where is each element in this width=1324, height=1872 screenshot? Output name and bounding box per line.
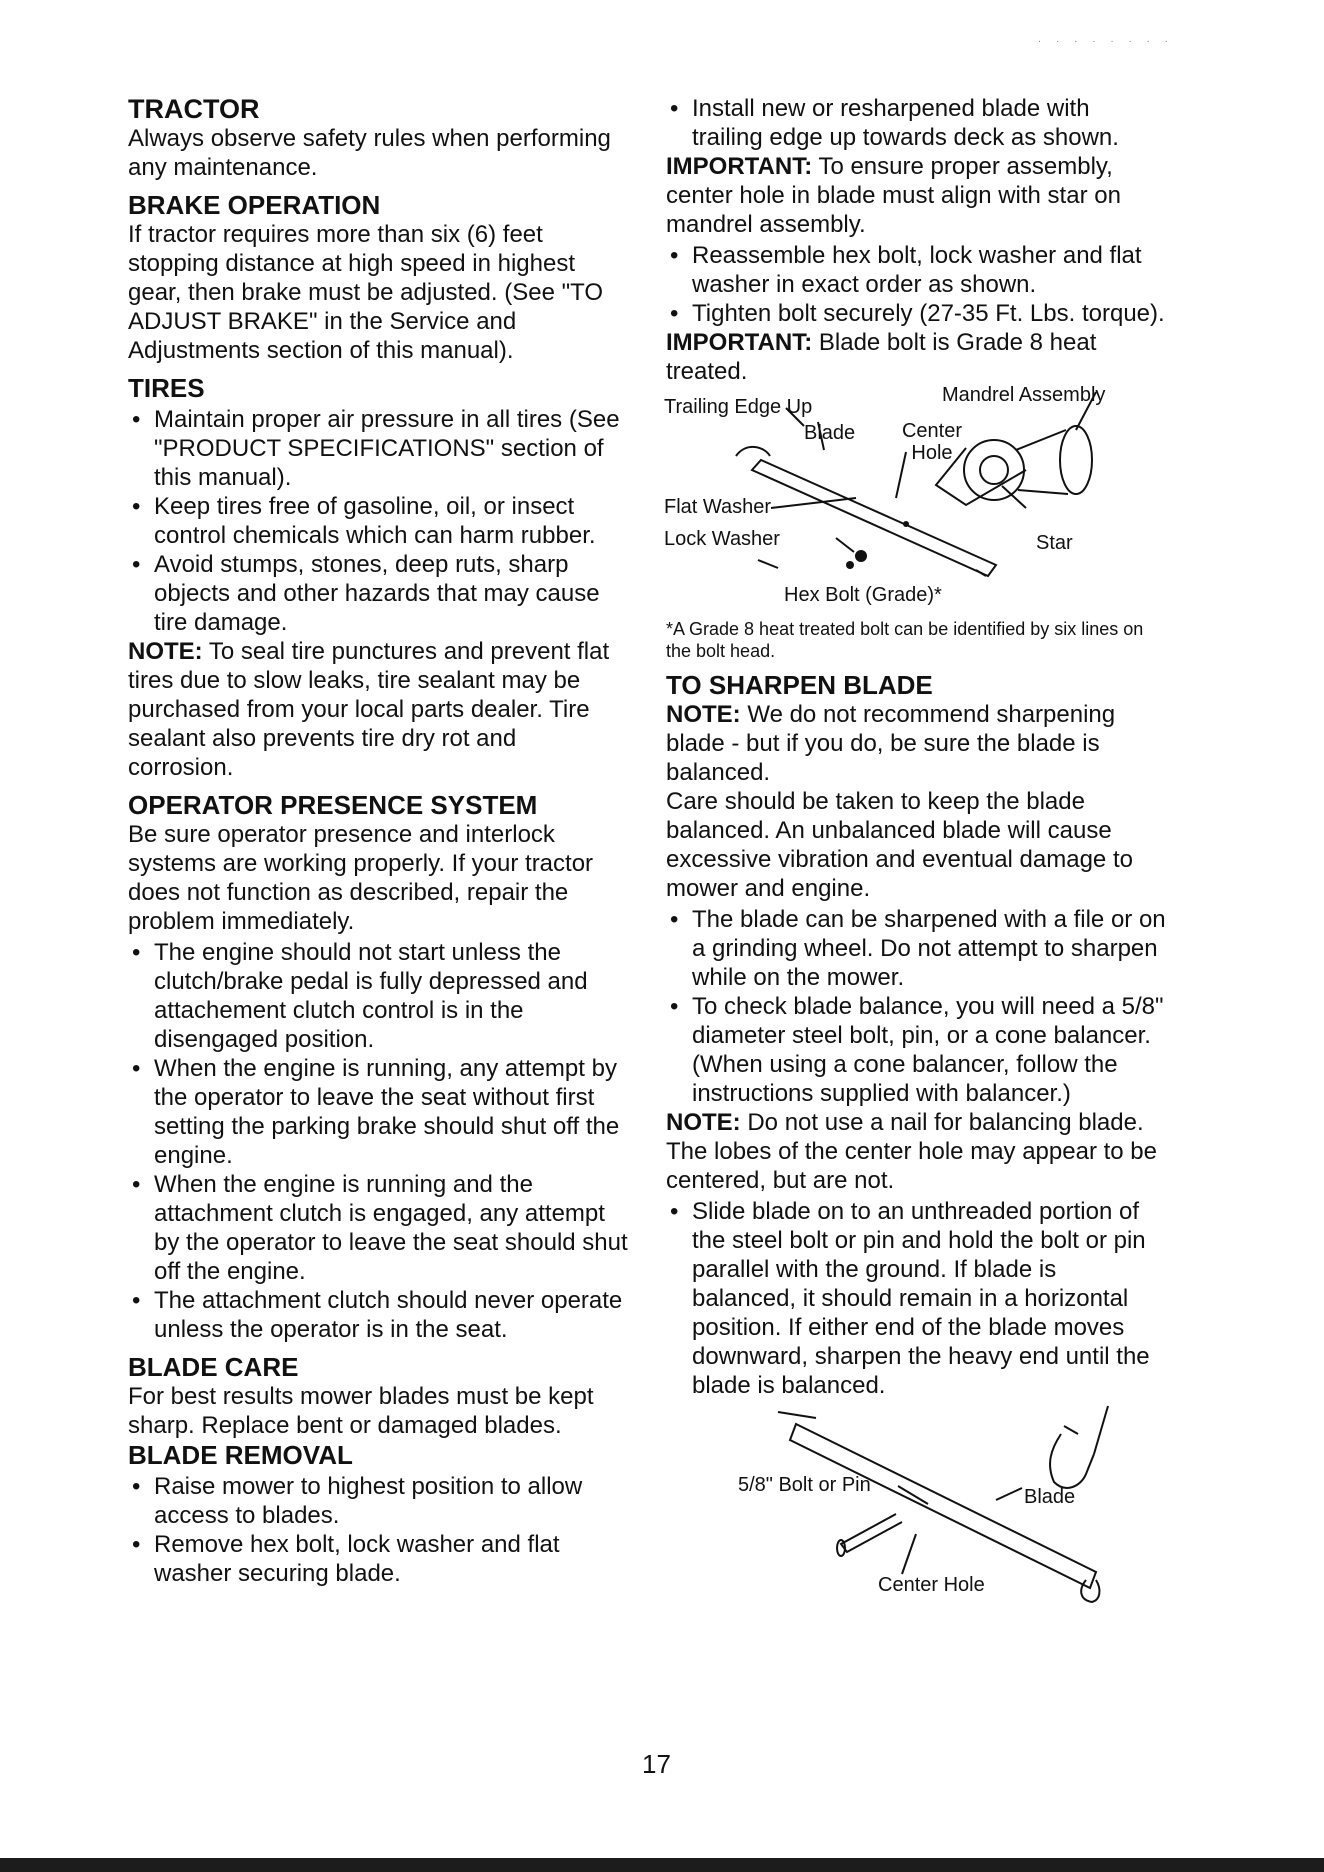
blade-balance-figure bbox=[666, 1404, 1166, 1618]
star-label: Star bbox=[1036, 532, 1073, 554]
list-item: • Keep tires free of gasoline, oil, or insect control chemicals which can harm rubber. bbox=[128, 492, 628, 550]
important-note-2 bbox=[666, 328, 1166, 386]
left-column bbox=[128, 94, 628, 1588]
important-label: IMPORTANT: bbox=[666, 153, 813, 180]
hex-bolt-label: Hex Bolt (Grade)* bbox=[784, 584, 942, 606]
operator-presence-list bbox=[128, 938, 628, 1344]
sharpen-list bbox=[666, 905, 1166, 1108]
list-item: • Tighten bolt securely (27-35 Ft. Lbs. torque). bbox=[666, 299, 1166, 328]
list-item: • When the engine is running and the attachment clutch is engaged, any attempt by the operator to leave the seat should shut off the engine. bbox=[128, 1170, 628, 1286]
blade-removal-list bbox=[128, 1472, 628, 1588]
scan-specks: · · · · · · · · bbox=[1037, 36, 1174, 47]
right-column bbox=[666, 94, 1166, 1618]
center-hole-label: Center Hole bbox=[901, 420, 963, 464]
balance-blade-label: Blade bbox=[1024, 1486, 1076, 1508]
list-item: • The blade can be sharpened with a file or on a grinding wheel. Do not attempt to sharpen while on the mower. bbox=[666, 905, 1166, 992]
lock-washer-label: Lock Washer bbox=[664, 528, 780, 550]
sharpen-heading: TO SHARPEN BLADE bbox=[666, 670, 933, 700]
page-number: 17 bbox=[642, 1749, 671, 1779]
mandrel-assembly-label: Mandrel Assembly bbox=[942, 384, 1106, 406]
nail-note bbox=[666, 1108, 1166, 1195]
trailing-edge-label: Trailing Edge Up bbox=[664, 396, 813, 418]
note-text: To seal tire punctures and prevent flat tires due to slow leaks, tire sealant may be purchased from your local parts dealer. Tire sealant also prevents tire dry rot and corrosion. bbox=[128, 638, 610, 781]
important-text: To ensure proper assembly, center hole in blade must align with star on mandrel assembly. bbox=[666, 153, 1121, 238]
tires-note bbox=[128, 637, 628, 782]
flat-washer-label: Flat Washer bbox=[664, 496, 772, 518]
sharpen-note bbox=[666, 700, 1166, 787]
note-text: Do not use a nail for balancing blade. The lobes of the center hole may appear to be centered, but are not. bbox=[666, 1109, 1157, 1194]
bolt-or-pin-label: 5/8" Bolt or Pin bbox=[738, 1474, 871, 1496]
list-item: • The engine should not start unless the clutch/brake pedal is fully depressed and attachement clutch control is in the disengaged position. bbox=[128, 938, 628, 1054]
note-label: NOTE: bbox=[666, 701, 741, 728]
list-item: • Remove hex bolt, lock washer and flat washer securing blade. bbox=[128, 1530, 628, 1588]
list-item: • Slide blade on to an unthreaded portion of the steel bolt or pin and hold the bolt or pin parallel with the ground. If blade is balanced, it should remain in a horizontal position. If either end of the blade moves downward, sharpen the heavy end until the blade is balanced. bbox=[666, 1197, 1166, 1400]
operator-presence-heading: OPERATOR PRESENCE SYSTEM bbox=[128, 790, 538, 820]
note-text: We do not recommend sharpening blade - but if you do, be sure the blade is balanced. bbox=[666, 701, 1116, 786]
brake-heading: BRAKE OPERATION bbox=[128, 190, 381, 220]
reassemble-list bbox=[666, 241, 1166, 328]
list-item: • When the engine is running, any attempt by the operator to leave the seat without first setting the parking brake should shut off the engine. bbox=[128, 1054, 628, 1170]
tractor-text: Always observe safety rules when performing any maintenance. bbox=[128, 125, 611, 181]
note-label: NOTE: bbox=[128, 638, 203, 665]
blade-removal-heading: BLADE REMOVAL bbox=[128, 1440, 353, 1470]
list-item: • Raise mower to highest position to allow access to blades. bbox=[128, 1472, 628, 1530]
tires-heading: TIRES bbox=[128, 373, 205, 403]
care-text: Care should be taken to keep the blade balanced. An unbalanced blade will cause excessive vibration and eventual damage to mower and engine. bbox=[666, 788, 1133, 902]
tractor-heading: TRACTOR bbox=[128, 94, 260, 124]
blade-label: Blade bbox=[804, 422, 856, 444]
install-list bbox=[666, 94, 1166, 152]
bottom-border bbox=[0, 1858, 1324, 1872]
list-item: • Avoid stumps, stones, deep ruts, sharp objects and other hazards that may cause tire damage. bbox=[128, 550, 628, 637]
blade-care-text: For best results mower blades must be kept sharp. Replace bent or damaged blades. bbox=[128, 1383, 594, 1439]
list-item: • Install new or resharpened blade with trailing edge up towards deck as shown. bbox=[666, 94, 1166, 152]
blade-care-heading: BLADE CARE bbox=[128, 1352, 299, 1382]
operator-presence-text: Be sure operator presence and interlock systems are working properly. If your tractor does not function as described, repair the problem immediately. bbox=[128, 821, 594, 935]
list-item: • Reassemble hex bolt, lock washer and flat washer in exact order as shown. bbox=[666, 241, 1166, 299]
important-text: Blade bolt is Grade 8 heat treated. bbox=[666, 329, 1097, 385]
blade-assembly-figure bbox=[664, 384, 1166, 616]
balance-list bbox=[666, 1197, 1166, 1400]
brake-text: If tractor requires more than six (6) feet stopping distance at high speed in highest gear, then brake must be adjusted. (See "TO ADJUST BRAKE" in the Service and Adjustments section of this manual). bbox=[128, 221, 604, 364]
grade-footnote: *A Grade 8 heat treated bolt can be identified by six lines on the bolt head. bbox=[666, 619, 1144, 661]
balance-center-hole-label: Center Hole bbox=[878, 1574, 985, 1596]
important-note-1 bbox=[666, 152, 1166, 239]
list-item: • To check blade balance, you will need a 5/8" diameter steel bolt, pin, or a cone balancer. (When using a cone balancer, follow the instructions supplied with balancer.) bbox=[666, 992, 1166, 1108]
note-label: NOTE: bbox=[666, 1109, 741, 1136]
important-label: IMPORTANT: bbox=[666, 329, 813, 356]
tires-list bbox=[128, 405, 628, 637]
list-item: • The attachment clutch should never operate unless the operator is in the seat. bbox=[128, 1286, 628, 1344]
list-item: • Maintain proper air pressure in all tires (See "PRODUCT SPECIFICATIONS" section of this manual). bbox=[128, 405, 628, 492]
